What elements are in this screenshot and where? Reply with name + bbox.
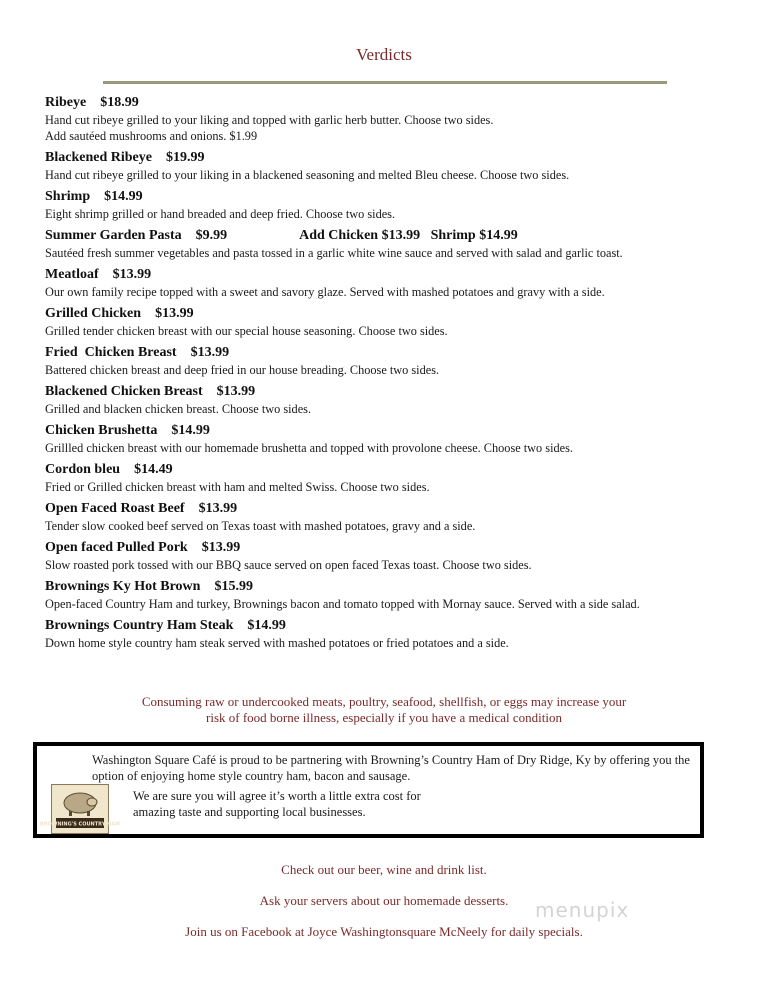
- menu-item-price: $14.99: [247, 618, 286, 633]
- menu-item: [45, 461, 745, 495]
- page-title: Verdicts: [356, 45, 412, 64]
- menu-item-heading: [45, 227, 745, 245]
- menu-item: [45, 344, 745, 378]
- menu-item-description: Hand cut ribeye grilled to your liking in a blackened seasoning and melted Bleu cheese. Choose two sides.: [45, 168, 570, 182]
- food-safety-warning: [0, 694, 768, 726]
- menu-item-name: Brownings Ky Hot Brown: [45, 579, 201, 594]
- menu-item-heading: [45, 149, 745, 167]
- menu-item-heading: [45, 266, 745, 284]
- menu-item: [45, 188, 745, 222]
- menu-item-price: $13.99: [198, 501, 238, 516]
- menu-item-heading: [45, 461, 745, 479]
- menu-item-price: $13.99: [201, 540, 241, 555]
- menu-item-name: Meatloaf: [45, 267, 99, 282]
- facebook-note: Join us on Facebook at Joyce Washingtonsquare McNeely for daily specials.: [185, 924, 583, 939]
- menu-item-description: Slow roasted pork tossed with our BBQ sauce served on open faced Texas toast. Choose two sides.: [45, 558, 532, 572]
- menu-item-price: $13.99: [216, 384, 256, 399]
- menu-item-heading: [45, 422, 745, 440]
- menu-item-name: Blackened Ribeye: [45, 150, 152, 165]
- menu-item-heading: [45, 344, 745, 362]
- menu-item-heading: [45, 539, 745, 557]
- menu-item-price: $13.99: [112, 267, 152, 282]
- menu-item-description: Tender slow cooked beef served on Texas toast with mashed potatoes, gravy and a side.: [45, 519, 476, 533]
- menu-item-name: Summer Garden Pasta: [45, 228, 182, 243]
- menu-item-heading: [45, 578, 745, 596]
- title-divider: [103, 81, 667, 84]
- warning-line-2: risk of food borne illness, especially if you have a medical condition: [206, 710, 562, 725]
- menu-item-price: $9.99: [195, 228, 228, 243]
- menu-item-name: Open Faced Roast Beef: [45, 501, 185, 516]
- pig-logo-icon: [39, 785, 121, 833]
- menu-item-description: Grilled and blacken chicken breast. Choose two sides.: [45, 402, 312, 416]
- menu-item-description: Eight shrimp grilled or hand breaded and deep fried. Choose two sides.: [45, 207, 396, 221]
- menu-item: [45, 500, 745, 534]
- menu-item-description: Hand cut ribeye grilled to your liking and topped with garlic herb butter. Choose two sides.: [45, 113, 494, 127]
- menu-item-description: Add sautéed mushrooms and onions. $1.99: [45, 129, 258, 143]
- menu-item: [45, 227, 745, 261]
- menu-item-name: Shrimp: [45, 189, 91, 204]
- menu-list: [45, 94, 745, 656]
- menu-item: [45, 383, 745, 417]
- menu-item-addon: Add Chicken $13.99 Shrimp $14.99: [299, 228, 518, 243]
- menu-item-price: $13.99: [190, 345, 230, 360]
- menu-item-name: Grilled Chicken: [45, 306, 142, 321]
- menu-item-heading: [45, 305, 745, 323]
- menu-item-price: $15.99: [214, 579, 253, 594]
- menu-item: [45, 94, 745, 144]
- brownings-logo: [39, 784, 121, 834]
- menu-item-name: Ribeye: [45, 95, 87, 110]
- menu-item: [45, 305, 745, 339]
- menu-item-price: $14.99: [104, 189, 143, 204]
- menu-item-description: Our own family recipe topped with a sweet and savory glaze. Served with mashed potatoes and gravy with a side.: [45, 285, 605, 299]
- menu-item: [45, 617, 745, 651]
- menu-item-name: Chicken Brushetta: [45, 423, 158, 438]
- desserts-note: Ask your servers about our homemade desserts.: [259, 893, 509, 908]
- menu-item: [45, 266, 745, 300]
- menu-item-heading: [45, 94, 745, 112]
- menu-item-name: Blackened Chicken Breast: [45, 384, 203, 399]
- menu-item: [45, 539, 745, 573]
- menu-item-description: Fried or Grilled chicken breast with ham and melted Swiss. Choose two sides.: [45, 480, 430, 494]
- menu-item: [45, 422, 745, 456]
- partner-text: Washington Square Café is proud to be partnering with Browning’s Country Ham of Dry Ridge, Ky by offering you the option of enjoying home style country ham, bacon and sausage.: [92, 753, 690, 783]
- menu-item-price: $19.99: [165, 150, 205, 165]
- menupix-watermark: menupix: [535, 898, 630, 922]
- menu-item-description: Battered chicken breast and deep fried in our house breading. Choose two sides.: [45, 363, 440, 377]
- menu-item-price: $14.49: [134, 462, 173, 477]
- menu-item-price: $14.99: [171, 423, 210, 438]
- menu-item-name: Cordon bleu: [45, 462, 121, 477]
- menu-item-description: Grilled tender chicken breast with our special house seasoning. Choose two sides.: [45, 324, 448, 338]
- menu-item-price: $13.99: [155, 306, 194, 321]
- menu-item-description: Sautéed fresh summer vegetables and pasta tossed in a garlic white wine sauce and served with salad and garlic toast.: [45, 246, 623, 260]
- menu-item: [45, 149, 745, 183]
- menu-item-name: Brownings Country Ham Steak: [45, 618, 234, 633]
- menu-item: [45, 578, 745, 612]
- menu-item-description: Down home style country ham steak served with mashed potatoes or fried potatoes and a side.: [45, 636, 509, 650]
- menu-item-heading: [45, 617, 745, 635]
- menu-item-heading: [45, 383, 745, 401]
- menu-item-heading: [45, 188, 745, 206]
- menu-item-price: $18.99: [100, 95, 139, 110]
- warning-line-1: Consuming raw or undercooked meats, poultry, seafood, shellfish, or eggs may increase your: [141, 694, 627, 709]
- partner-box: [33, 742, 704, 838]
- drinks-note: Check out our beer, wine and drink list.: [281, 862, 487, 877]
- menu-item-name: Fried Chicken Breast: [45, 345, 177, 360]
- menu-item-name: Open faced Pulled Pork: [45, 540, 188, 555]
- logo-lettering: BROWNING'S COUNTRY HAM: [39, 821, 121, 828]
- menu-item-description: Grillled chicken breast with our homemade brushetta and topped with provolone cheese. Choose two sides.: [45, 441, 573, 455]
- menu-item-description: Open-faced Country Ham and turkey, Brownings bacon and tomato topped with Mornay sauce. Served with a side salad.: [45, 597, 640, 611]
- partner-text-2: We are sure you will agree it’s worth a little extra cost for amazing taste and supporting local businesses.: [133, 789, 421, 819]
- menu-item-heading: [45, 500, 745, 518]
